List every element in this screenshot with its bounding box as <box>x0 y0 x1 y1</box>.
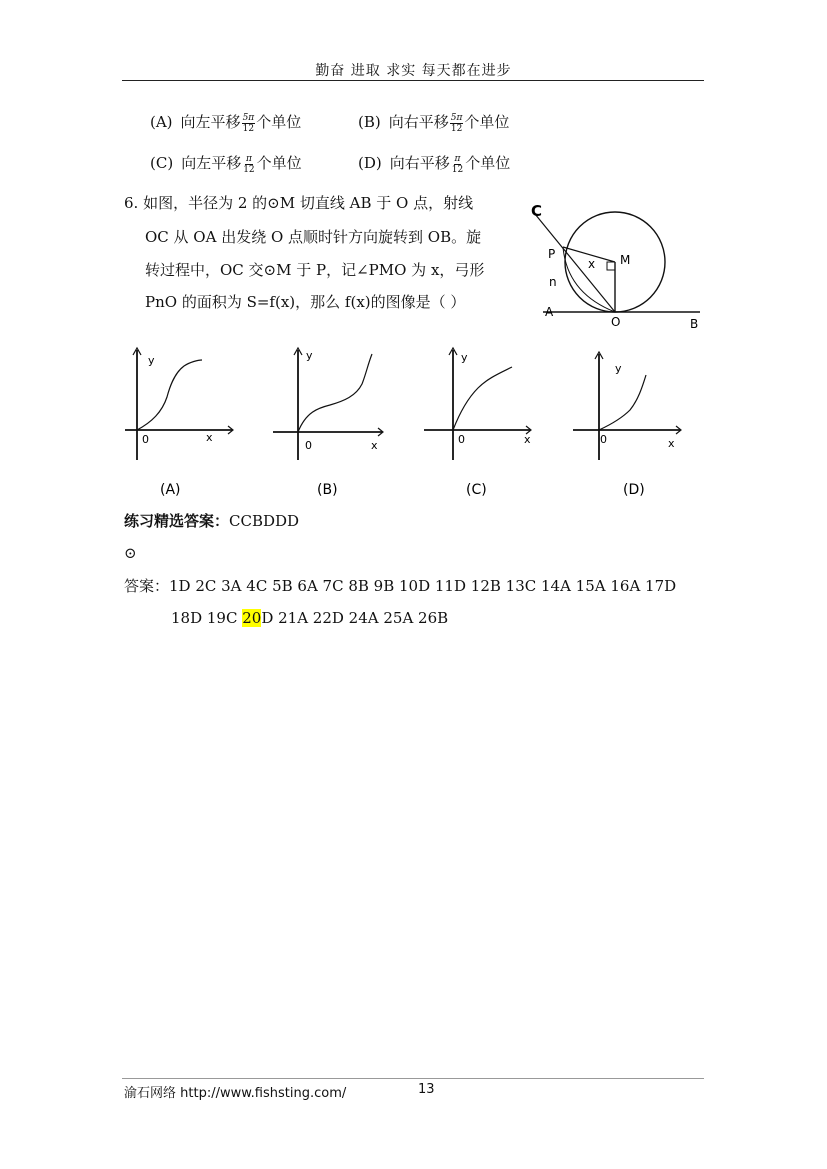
option-a: (A) 向左平移 $\frac{5\pi}{12}$ 个单位 <box>150 112 302 134</box>
answers-line-2 <box>171 608 448 628</box>
curve-a <box>137 360 202 430</box>
label-o: O <box>611 315 621 329</box>
graph-a-origin-label: 0 <box>142 433 149 446</box>
angle-mark <box>607 262 615 270</box>
curve-b <box>298 354 372 432</box>
label-p: P <box>548 247 556 261</box>
header-rule <box>122 80 704 81</box>
option-d: (D) 向右平移 $\frac{\pi}{12}$ 个单位 <box>358 153 511 175</box>
graph-d-origin-label: 0 <box>600 433 607 446</box>
q6-line-4: PnO 的面积为 S=f(x)，那么 f(x)的图像是（ ） <box>145 293 466 311</box>
footer-rule <box>122 1078 704 1079</box>
graph-a <box>120 342 240 502</box>
answers-list-2a: 18D 19C <box>171 609 243 627</box>
graph-d <box>570 342 690 502</box>
answers-highlight: 20 <box>242 609 262 627</box>
graph-a-x-label: x <box>206 431 213 444</box>
curve-d <box>599 375 646 430</box>
label-a: A <box>545 305 554 319</box>
graph-c-y-label: y <box>461 351 468 364</box>
graph-d-x-label: x <box>668 437 675 450</box>
label-b: B <box>690 317 699 331</box>
curve-c <box>453 367 512 430</box>
practice-answer-value: CCBDDD <box>229 512 300 530</box>
practice-answer-label: 练习精选答案： <box>124 512 230 530</box>
graph-c <box>420 342 540 502</box>
q6-line-2: OC 从 OA 出发绕 O 点顺时针方向旋转到 OB。旋 <box>145 228 482 246</box>
answers-list-1: 1D 2C 3A 4C 5B 6A 7C 8B 9B 10D 11D 12B 13C 14A 15A 16A 17D <box>169 577 677 595</box>
label-x: x <box>588 257 596 271</box>
graph-b-y-label: y <box>306 349 313 362</box>
footer-site: 渝石网络 http://www.fishsting.com/ <box>124 1086 347 1101</box>
label-c: C <box>531 202 543 220</box>
graph-b-origin-label: 0 <box>305 439 312 452</box>
answers-label: 答案： <box>124 577 170 595</box>
footer-page-number: 13 <box>418 1082 435 1097</box>
graph-b <box>268 342 388 502</box>
answers-line-1 <box>124 576 676 596</box>
graph-a-y-label: y <box>148 354 155 367</box>
option-c: (C) 向左平移 $\frac{\pi}{12}$ 个单位 <box>150 153 302 175</box>
graph-a-option-label: (A) <box>160 482 181 498</box>
graph-c-origin-label: 0 <box>458 433 465 446</box>
label-n: n <box>549 275 557 289</box>
odot-symbol: ⊙ <box>124 544 137 562</box>
graph-d-y-label: y <box>615 362 622 375</box>
circle-tangent-figure <box>525 198 710 333</box>
practice-answer <box>124 511 299 531</box>
graph-d-option-label: (D) <box>623 482 645 498</box>
q6-line-1: 6. 如图，半径为 2 的⊙M 切直线 AB 于 O 点，射线 <box>124 194 474 212</box>
graph-b-x-label: x <box>371 439 378 452</box>
graph-c-option-label: (C) <box>466 482 487 498</box>
graph-b-option-label: (B) <box>317 482 338 498</box>
q6-line-3: 转过程中，OC 交⊙M 于 P，记∠PMO 为 x，弓形 <box>145 261 485 279</box>
answers-list-2b: D 21A 22D 24A 25A 26B <box>261 609 449 627</box>
label-m: M <box>620 253 631 267</box>
ray-oc <box>535 214 615 312</box>
option-b: (B) 向右平移 $\frac{5\pi}{12}$ 个单位 <box>358 112 510 134</box>
page-header-title: 勤奋 进取 求实 每天都在进步 <box>315 63 512 79</box>
graph-c-x-label: x <box>524 433 531 446</box>
